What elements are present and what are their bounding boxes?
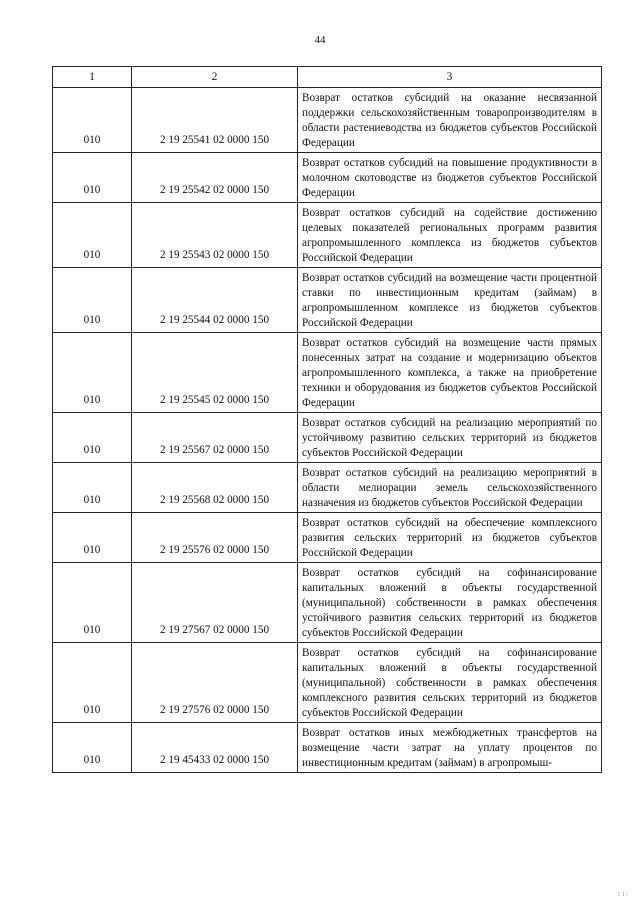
table-row xyxy=(53,463,602,513)
code-cell: 010 xyxy=(53,723,132,773)
description-cell: Возврат остатков иных межбюджетных трансфертов на возмещение части затрат на уплату процентов по инвестиционным кредитам (займам) в агропромыш- xyxy=(298,723,602,773)
classification-code-cell: 2 19 25544 02 0000 150 xyxy=(132,268,298,333)
table-row xyxy=(53,563,602,643)
classification-code-cell: 2 19 25576 02 0000 150 xyxy=(132,513,298,563)
description-cell: Возврат остатков субсидий на оказание несвязанной поддержки сельскохозяйственным товаропроизводителям в области растениеводства из бюджетов субъектов Российской Федерации xyxy=(298,88,602,153)
table-row xyxy=(53,413,602,463)
description-cell: Возврат остатков субсидий на обеспечение комплексного развития сельских территорий из бюджетов субъектов Российской Федерации xyxy=(298,513,602,563)
classification-code-cell: 2 19 25567 02 0000 150 xyxy=(132,413,298,463)
classification-code-cell: 2 19 27576 02 0000 150 xyxy=(132,643,298,723)
description-cell: Возврат остатков субсидий на повышение продуктивности в молочном скотоводстве из бюджетов субъектов Российской Федерации xyxy=(298,153,602,203)
description-cell: Возврат остатков субсидий на возмещение части прямых понесенных затрат на создание и модернизацию объектов агропромышленного комплекса, а также на приобретение техники и оборудования из бюджетов субъектов Российской Федерации xyxy=(298,333,602,413)
code-cell: 010 xyxy=(53,413,132,463)
code-cell: 010 xyxy=(53,563,132,643)
page-number: 44 xyxy=(314,34,326,46)
table-row xyxy=(53,333,602,413)
code-cell: 010 xyxy=(53,88,132,153)
classification-code-cell: 2 19 25568 02 0000 150 xyxy=(132,463,298,513)
table-row xyxy=(53,88,602,153)
table-row xyxy=(53,723,602,773)
classification-code-cell: 2 19 25541 02 0000 150 xyxy=(132,88,298,153)
code-cell: 010 xyxy=(53,463,132,513)
table-row xyxy=(53,203,602,268)
table-header-row xyxy=(53,67,602,88)
column-header-2: 2 xyxy=(132,67,298,88)
classification-code-cell: 2 19 25545 02 0000 150 xyxy=(132,333,298,413)
code-cell: 010 xyxy=(53,643,132,723)
code-cell: 010 xyxy=(53,153,132,203)
column-header-3: 3 xyxy=(298,67,602,88)
code-cell: 010 xyxy=(53,513,132,563)
description-cell: Возврат остатков субсидий на реализацию мероприятий по устойчивому развитию сельских территорий из бюджетов субъектов Российской Федерации xyxy=(298,413,602,463)
classification-code-cell: 2 19 25543 02 0000 150 xyxy=(132,203,298,268)
table-row xyxy=(53,513,602,563)
corner-mark: 1 1 / xyxy=(617,892,628,898)
classification-code-cell: 2 19 27567 02 0000 150 xyxy=(132,563,298,643)
description-cell: Возврат остатков субсидий на софинансирование капитальных вложений в объекты государственной (муниципальной) собственности в рамках обеспечения устойчивого развития сельских территорий из бюджетов субъектов Российской Федерации xyxy=(298,563,602,643)
code-cell: 010 xyxy=(53,333,132,413)
code-cell: 010 xyxy=(53,203,132,268)
classification-code-cell: 2 19 45433 02 0000 150 xyxy=(132,723,298,773)
table-row xyxy=(53,643,602,723)
description-cell: Возврат остатков субсидий на реализацию мероприятий в области мелиорации земель сельскохозяйственного назначения из бюджетов субъектов Российской Федерации xyxy=(298,463,602,513)
description-cell: Возврат остатков субсидий на содействие достижению целевых показателей региональных программ развития агропромышленного комплекса из бюджетов субъектов Российской Федерации xyxy=(298,203,602,268)
code-cell: 010 xyxy=(53,268,132,333)
description-cell: Возврат остатков субсидий на софинансирование капитальных вложений в объекты государственной (муниципальной) собственности в рамках обеспечения комплексного развития сельских территорий из бюджетов субъектов Российской Федерации xyxy=(298,643,602,723)
budget-code-table xyxy=(52,66,602,773)
table-row xyxy=(53,268,602,333)
description-cell: Возврат остатков субсидий на возмещение части процентной ставки по инвестиционным кредитам (займам) в агропромышленном комплексе из бюджетов субъектов Российской Федерации xyxy=(298,268,602,333)
table-row xyxy=(53,153,602,203)
column-header-1: 1 xyxy=(53,67,132,88)
classification-code-cell: 2 19 25542 02 0000 150 xyxy=(132,153,298,203)
